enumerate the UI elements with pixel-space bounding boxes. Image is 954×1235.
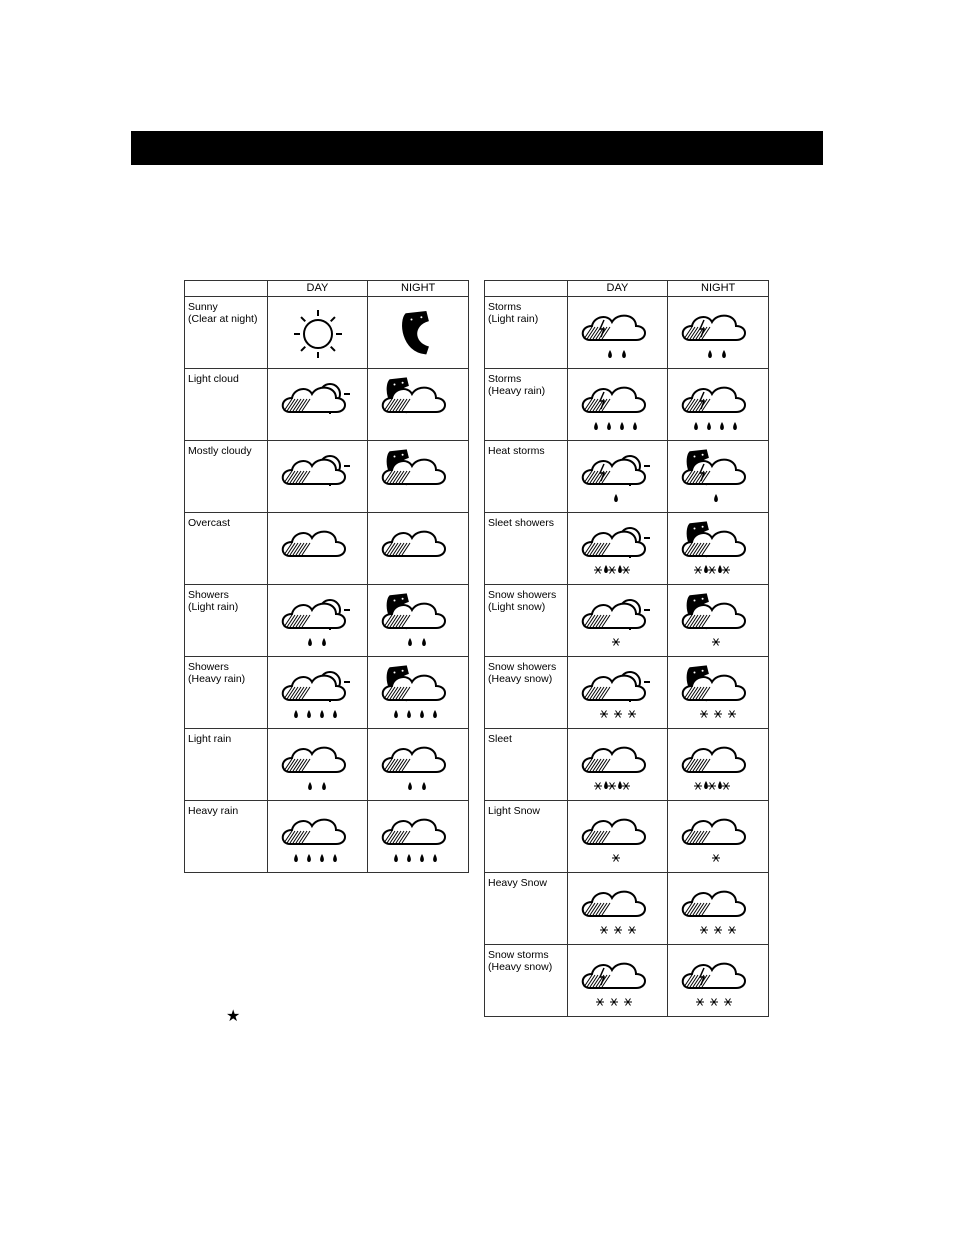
day-icon-cell [267, 657, 368, 729]
star-icon: ★ [226, 1008, 241, 1025]
night-icon-cell [368, 441, 469, 513]
table-row [485, 513, 769, 585]
night-icon-cell [668, 297, 769, 369]
header-day: DAY [567, 281, 668, 297]
sun-cloud-shaded-icon [268, 444, 368, 510]
day-icon-cell [567, 441, 668, 513]
cloud-sleet-icon [568, 732, 668, 798]
day-icon-cell [567, 297, 668, 369]
night-icon-cell [368, 297, 469, 369]
condition-label: Mostly cloudy [185, 441, 268, 513]
table-row [485, 945, 769, 1017]
cloud-heavy-snow-icon [568, 876, 668, 942]
night-icon-cell [668, 585, 769, 657]
night-icon-cell [668, 513, 769, 585]
day-icon-cell [567, 513, 668, 585]
night-icon-cell [668, 729, 769, 801]
cloud-light-rain-icon [368, 732, 468, 798]
night-icon-cell [668, 369, 769, 441]
condition-label: Storms (Heavy rain) [485, 369, 568, 441]
table-row [185, 297, 469, 369]
day-icon-cell [567, 873, 668, 945]
header-condition [485, 281, 568, 297]
day-icon-cell [567, 801, 668, 873]
day-icon-cell [267, 585, 368, 657]
condition-label: Sleet [485, 729, 568, 801]
night-icon-cell [368, 657, 469, 729]
table-row [485, 441, 769, 513]
condition-label: Showers (Light rain) [185, 585, 268, 657]
table-row [185, 801, 469, 873]
moon-cloud-icon [368, 372, 468, 438]
table-row [185, 369, 469, 441]
night-icon-cell [668, 441, 769, 513]
day-icon-cell [267, 441, 368, 513]
table-row [485, 729, 769, 801]
storm-light-rain-icon [568, 300, 668, 366]
moon-sleet-icon [668, 516, 768, 582]
condition-label: Light Snow [485, 801, 568, 873]
section-header-bar [131, 131, 823, 165]
table-row [185, 441, 469, 513]
sun-storm-icon [568, 444, 668, 510]
day-icon-cell [567, 585, 668, 657]
table-row [185, 513, 469, 585]
sun-cloud-light-rain-icon [268, 588, 368, 654]
condition-label: Showers (Heavy rain) [185, 657, 268, 729]
moon-storm-icon [668, 444, 768, 510]
condition-label: Overcast [185, 513, 268, 585]
table-row [485, 297, 769, 369]
table-row [485, 801, 769, 873]
header-day: DAY [267, 281, 368, 297]
condition-label: Heavy rain [185, 801, 268, 873]
header-night: NIGHT [368, 281, 469, 297]
moon-cloud-heavy-rain-icon [368, 660, 468, 726]
cloud-icon [268, 516, 368, 582]
condition-label: Snow showers (Heavy snow) [485, 657, 568, 729]
table-row [485, 873, 769, 945]
moon-light-snow-icon [668, 588, 768, 654]
night-icon-cell [368, 585, 469, 657]
condition-label: Snow showers (Light snow) [485, 585, 568, 657]
day-icon-cell [267, 513, 368, 585]
condition-label: Sunny (Clear at night) [185, 297, 268, 369]
table-row [485, 585, 769, 657]
sun-heavy-snow-icon [568, 660, 668, 726]
storm-heavy-rain-icon [568, 372, 668, 438]
storm-snow-icon [568, 948, 668, 1014]
weather-icons-table-right [484, 280, 769, 1017]
table-row [185, 657, 469, 729]
night-icon-cell [368, 801, 469, 873]
day-icon-cell [267, 729, 368, 801]
day-icon-cell [567, 945, 668, 1017]
sun-sleet-icon [568, 516, 668, 582]
cloud-sleet-icon [668, 732, 768, 798]
cloud-light-snow-icon [568, 804, 668, 870]
night-icon-cell [668, 873, 769, 945]
condition-label: Heavy Snow [485, 873, 568, 945]
night-icon-cell [668, 657, 769, 729]
table-row [185, 585, 469, 657]
cloud-heavy-rain-icon [268, 804, 368, 870]
condition-label: Snow storms (Heavy snow) [485, 945, 568, 1017]
night-icon-cell [368, 513, 469, 585]
moon-cloud-shaded-icon [368, 444, 468, 510]
header-condition [185, 281, 268, 297]
night-icon-cell [368, 729, 469, 801]
weather-icons-table-left [184, 280, 469, 873]
cloud-light-snow-icon [668, 804, 768, 870]
storm-snow-icon [668, 948, 768, 1014]
sun-light-snow-icon [568, 588, 668, 654]
sun-cloud-icon [268, 372, 368, 438]
sun-icon [268, 300, 368, 366]
cloud-light-rain-icon [268, 732, 368, 798]
condition-label: Light rain [185, 729, 268, 801]
day-icon-cell [267, 297, 368, 369]
condition-label: Heat storms [485, 441, 568, 513]
day-icon-cell [567, 729, 668, 801]
condition-label: Storms (Light rain) [485, 297, 568, 369]
cloud-heavy-snow-icon [668, 876, 768, 942]
day-icon-cell [567, 369, 668, 441]
sun-cloud-heavy-rain-icon [268, 660, 368, 726]
moon-icon [368, 300, 468, 366]
day-icon-cell [567, 657, 668, 729]
night-icon-cell [668, 945, 769, 1017]
moon-heavy-snow-icon [668, 660, 768, 726]
condition-label: Light cloud [185, 369, 268, 441]
table-row [485, 657, 769, 729]
table-row [485, 369, 769, 441]
cloud-icon [368, 516, 468, 582]
day-icon-cell [267, 369, 368, 441]
table-header-row [485, 281, 769, 297]
header-night: NIGHT [668, 281, 769, 297]
night-icon-cell [368, 369, 469, 441]
night-icon-cell [668, 801, 769, 873]
moon-cloud-light-rain-icon [368, 588, 468, 654]
cloud-heavy-rain-icon [368, 804, 468, 870]
table-row [185, 729, 469, 801]
storm-light-rain-icon [668, 300, 768, 366]
table-header-row [185, 281, 469, 297]
condition-label: Sleet showers [485, 513, 568, 585]
day-icon-cell [267, 801, 368, 873]
storm-heavy-rain-icon [668, 372, 768, 438]
